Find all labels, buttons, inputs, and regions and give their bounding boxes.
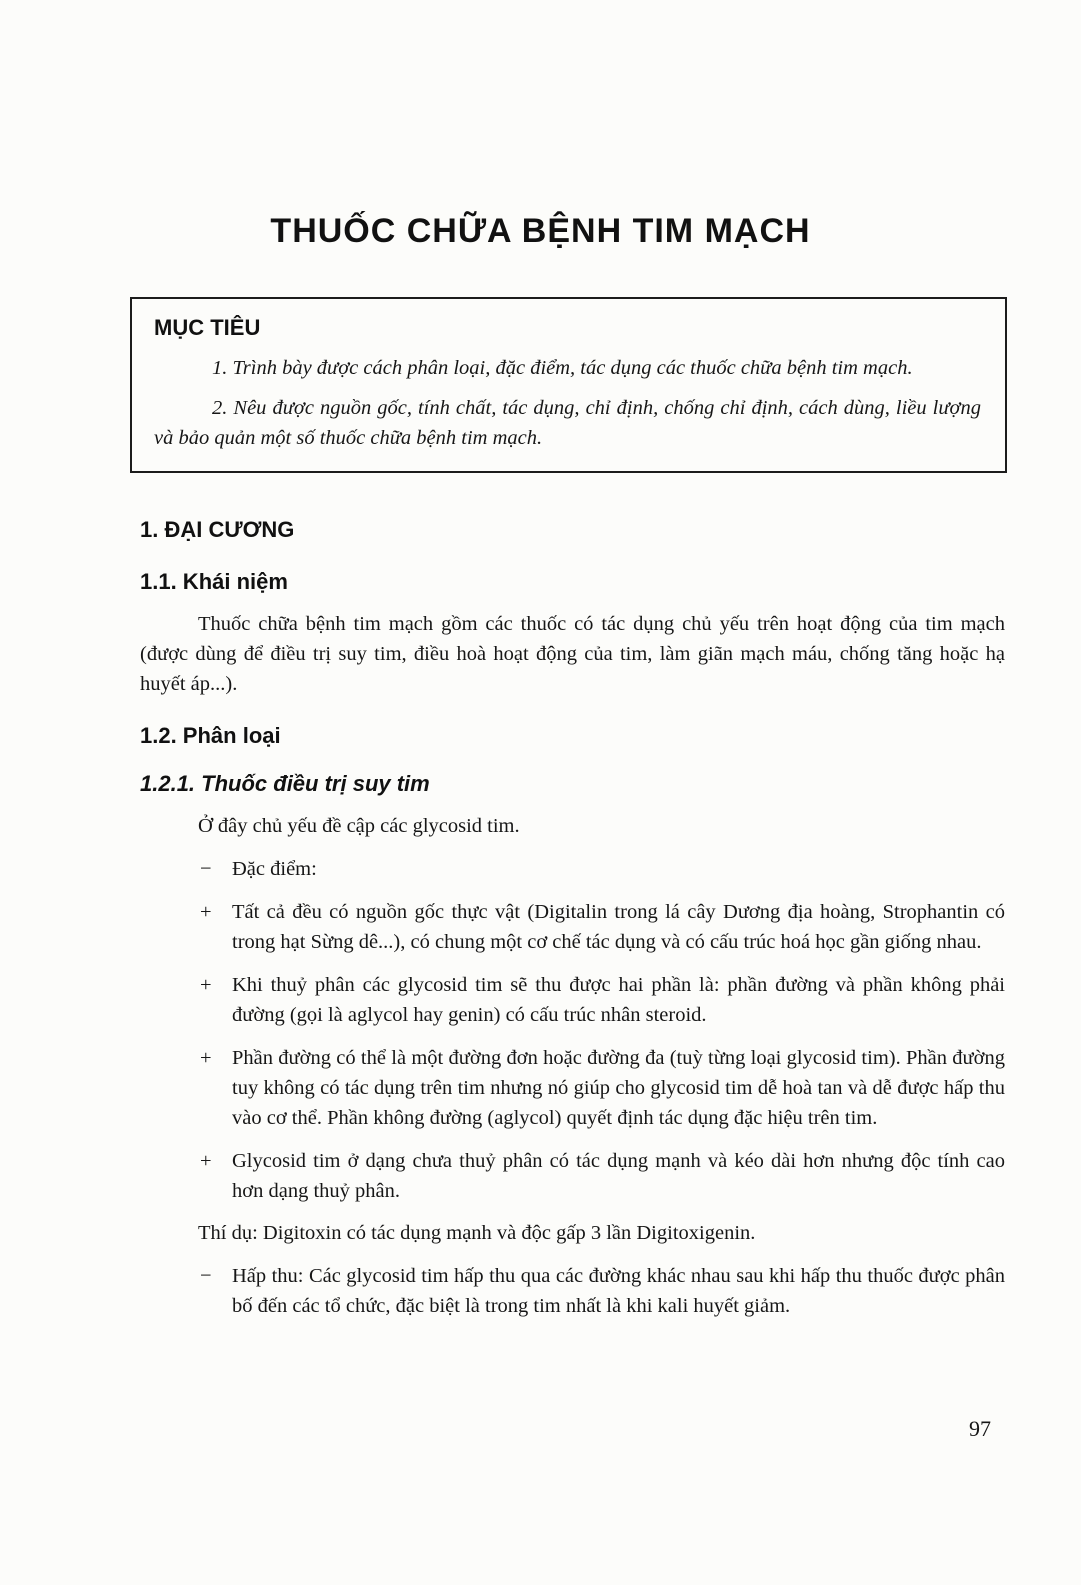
- dash-marker: −: [200, 1265, 212, 1287]
- page-title: THUỐC CHỮA BỆNH TIM MẠCH: [270, 212, 811, 250]
- objective-item: 1. Trình bày được cách phân loại, đặc điểm, tác dụng các thuốc chữa bệnh tim mạch.: [212, 357, 913, 379]
- list-item-text: Khi thuỷ phân các glycosid tim sẽ thu được hai phần là: phần đường và phần không phải đường (gọi là aglycol hay genin) có cấu trúc nhân steroid.: [232, 974, 1005, 1026]
- page-number: 97: [969, 1416, 991, 1441]
- paragraph-example: Thí dụ: Digitoxin có tác dụng mạnh và độc gấp 3 lần Digitoxigenin.: [198, 1222, 756, 1244]
- section-heading-thuoc-dieu-tri-suy-tim: 1.2.1. Thuốc điều trị suy tim: [140, 771, 430, 796]
- list-item-text: Glycosid tim ở dạng chưa thuỷ phân có tác dụng mạnh và kéo dài hơn nhưng độc tính cao hơn dạng thuỷ phân.: [232, 1150, 1005, 1202]
- list-item-plus: [200, 897, 1005, 957]
- objective-item: 2. Nêu được nguồn gốc, tính chất, tác dụng, chỉ định, chống chỉ định, cách dùng, liều lượng và bảo quản một số thuốc chữa bệnh tim mạch.: [154, 397, 981, 449]
- objectives-box: [130, 297, 1007, 473]
- paragraph-glycosid-intro: Ở đây chủ yếu đề cập các glycosid tim.: [198, 815, 520, 837]
- section-heading-dai-cuong: 1. ĐẠI CƯƠNG: [140, 517, 295, 542]
- list-item-text: Đặc điểm:: [232, 858, 317, 880]
- list-item-plus: [200, 1043, 1005, 1133]
- list-item-plus: [200, 970, 1005, 1030]
- objectives-heading: MỤC TIÊU: [154, 315, 261, 340]
- list-item-hap-thu: [200, 1261, 1005, 1321]
- plus-marker: +: [200, 1047, 212, 1069]
- list-item-plus: [200, 1146, 1005, 1206]
- list-item-text: Hấp thu: Các glycosid tim hấp thu qua các đường khác nhau sau khi hấp thu thuốc được phân bố đến các tổ chức, đặc biệt là trong tim nhất là khi kali huyết giảm.: [232, 1265, 1005, 1317]
- list-item-text: Phần đường có thể là một đường đơn hoặc đường đa (tuỳ từng loại glycosid tim). Phần đường tuy không có tác dụng trên tim nhưng nó giúp cho glycosid tim dễ hoà tan và dễ được hấp thu vào cơ thể. Phần không đường (aglycol) quyết định tác dụng đặc hiệu trên tim.: [232, 1047, 1005, 1129]
- plus-marker: +: [200, 1150, 212, 1172]
- plus-marker: +: [200, 901, 212, 923]
- section-heading-khai-niem: 1.1. Khái niệm: [140, 569, 288, 594]
- list-item-dac-diem: [200, 854, 1005, 884]
- paragraph-khai-niem: Thuốc chữa bệnh tim mạch gồm các thuốc có tác dụng chủ yếu trên hoạt động của tim mạch (được dùng để điều trị suy tim, điều hoà hoạt động của tim, làm giãn mạch máu, chống tăng hoặc hạ huyết áp...).: [140, 613, 1005, 695]
- dash-marker: −: [200, 858, 212, 880]
- list-item-text: Tất cả đều có nguồn gốc thực vật (Digitalin trong lá cây Dương địa hoàng, Strophantin có trong hạt Sừng dê...), có chung một cơ chế tác dụng và có cấu trúc hoá học gần giống nhau.: [232, 901, 1005, 953]
- section-heading-phan-loai: 1.2. Phân loại: [140, 723, 281, 748]
- plus-marker: +: [200, 974, 212, 996]
- page-content: [140, 297, 1005, 1321]
